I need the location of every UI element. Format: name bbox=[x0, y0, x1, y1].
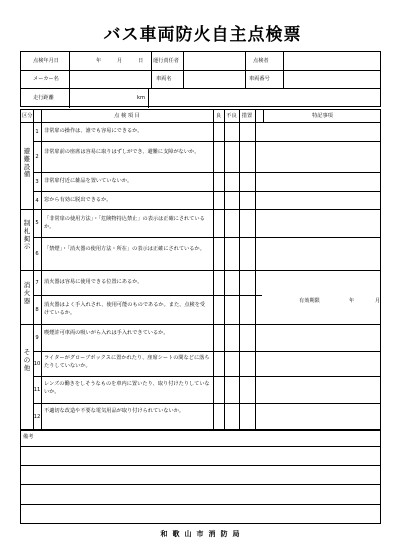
item-number: 5 bbox=[35, 220, 39, 226]
item-text: 消火器はよく手入れされ、使用可能のものであるか。また、点検を受けているか。 bbox=[44, 302, 206, 316]
day-label: 日 bbox=[138, 58, 144, 64]
item-text: 「非常扉の使用方法」・「危険物持込禁止」の表示は正確にされているか。 bbox=[44, 216, 205, 230]
col-repair: 措置 bbox=[241, 113, 253, 119]
item-number: 6 bbox=[35, 251, 39, 257]
col-bad: 不良 bbox=[226, 113, 237, 119]
item-text: 喫煙許可車両の吸いがら入れは手入れできているか。 bbox=[44, 330, 169, 336]
item-number: 10 bbox=[33, 361, 41, 367]
category-label: その他 bbox=[23, 348, 31, 372]
item-text: 消火器は容易に使用できる位置にあるか。 bbox=[44, 279, 143, 285]
expiry-label: 有効期限 bbox=[299, 298, 320, 304]
mileage-label: 走行距離 bbox=[33, 95, 54, 101]
category-label: 消火器 bbox=[23, 281, 31, 305]
year-label: 年 bbox=[96, 58, 102, 64]
page-title: バス車両防火自主点検票 bbox=[103, 25, 302, 45]
item-number: 4 bbox=[35, 198, 39, 204]
item-number: 12 bbox=[33, 414, 41, 420]
item-number: 11 bbox=[33, 387, 41, 393]
header-table bbox=[20, 51, 381, 107]
inspector-label: 点検者 bbox=[253, 58, 269, 64]
mileage-unit: km bbox=[137, 95, 146, 101]
item-text: 「禁煙」・「消火器の使用方法・所在」の表示は正確にされているか。 bbox=[44, 246, 205, 252]
expiry-year: 年 bbox=[349, 298, 355, 304]
footer-issuer: 和歌山市消防局 bbox=[160, 530, 245, 538]
date-label: 点検年月日 bbox=[33, 58, 59, 64]
item-number: 2 bbox=[35, 154, 39, 160]
item-text: 不適切な改造や不要な電気用品が取り付けられていないか。 bbox=[44, 408, 185, 414]
remarks-table bbox=[20, 430, 381, 524]
item-number: 1 bbox=[35, 129, 39, 135]
maker-label: メーカー名 bbox=[33, 76, 59, 82]
item-number: 8 bbox=[35, 307, 39, 313]
item-text: 非常扉付近に雑品を置いていないか。 bbox=[44, 178, 133, 184]
col-item: 点 検 項 目 bbox=[114, 113, 140, 119]
item-text: ライターがグローブボックスに置かれたり、座席シートの間などに落ちたりしていないか。 bbox=[44, 355, 210, 369]
item-text: 窓から有効に脱出できるか。 bbox=[44, 197, 112, 203]
item-number: 3 bbox=[35, 179, 39, 185]
col-category: 区分 bbox=[22, 113, 33, 119]
inspection-table bbox=[20, 109, 381, 430]
manager-label: 運行責任者 bbox=[153, 58, 179, 64]
vehicle-name-label: 車両名 bbox=[156, 76, 172, 82]
col-good: 良 bbox=[215, 113, 222, 119]
expiry-month: 月 bbox=[375, 298, 381, 304]
item-number: 7 bbox=[35, 280, 39, 286]
item-text: レンズの働きをしそうなものを車内に置いたり、取り付けたりしていないか。 bbox=[44, 381, 210, 395]
category-label: 避難設備 bbox=[23, 147, 31, 179]
item-text: 非常扉の操作は、誰でも容易にできるか。 bbox=[44, 128, 143, 134]
item-text: 非常扉前の座席は容易に取りはずしができ、避難に支障がないか。 bbox=[44, 149, 200, 155]
col-notes: 特記事項 bbox=[312, 113, 333, 119]
vehicle-number-label: 車両番号 bbox=[249, 76, 270, 82]
remarks-label: 備考 bbox=[23, 434, 34, 440]
category-label: 制札掲示 bbox=[23, 219, 31, 251]
item-number: 9 bbox=[35, 335, 39, 341]
month-label: 月 bbox=[117, 58, 123, 64]
